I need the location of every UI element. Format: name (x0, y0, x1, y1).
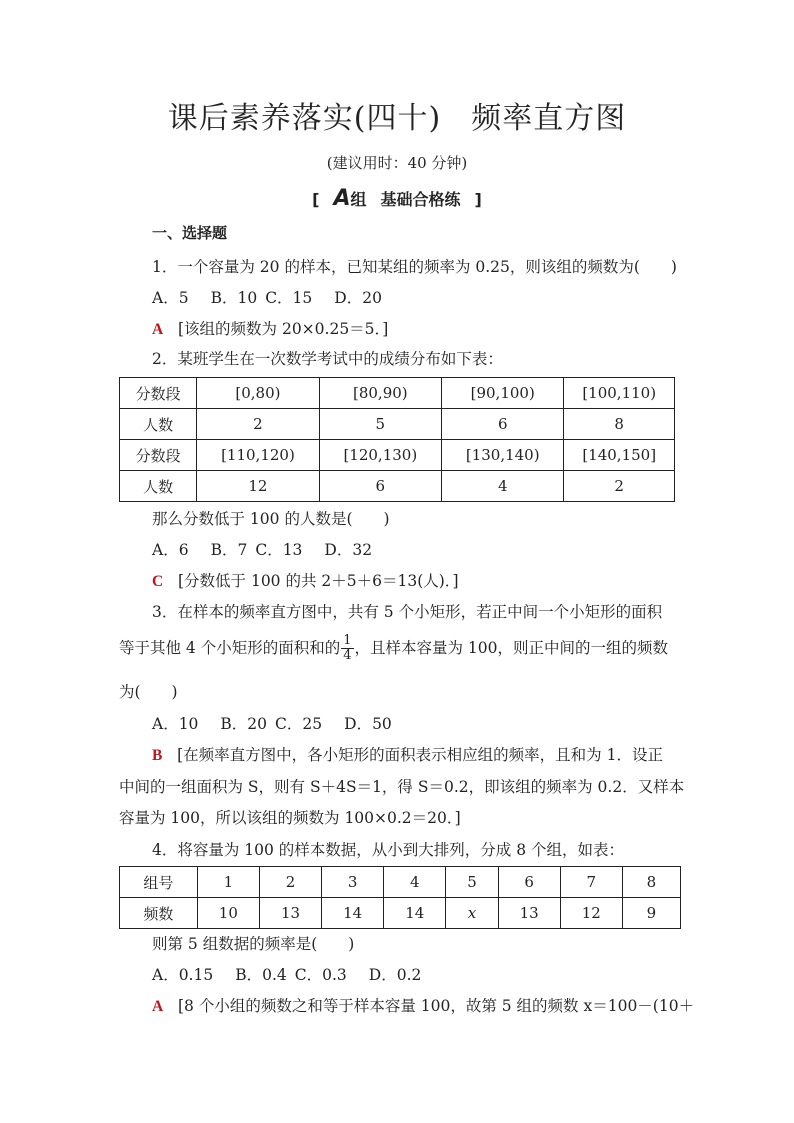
q4-table-cell: 1 (197, 867, 259, 898)
section-heading: 一、选择题 (152, 224, 228, 242)
q2-answer: C (152, 573, 164, 590)
q4-stem: 4．将容量为 100 的样本数据，从小到大排列，分成 8 个组，如表： (152, 841, 625, 859)
q2-follow: 那么分数低于 100 的人数是( ) (152, 510, 390, 528)
q3-stem-line1: 3．在样本的频率直方图中，共有 5 个小矩形，若正中间一个小矩形的面积 (152, 603, 663, 621)
q4-option-c: C．0.3 (294, 966, 347, 984)
q4-table-cell: 频数 (120, 898, 198, 929)
q4-explain: [8 个小组的频数之和等于样本容量 100，故第 5 组的频数 x＝100－(10＋ (177, 997, 695, 1015)
q4-option-d: D．0.2 (368, 966, 422, 984)
q4-table-cell: 12 (560, 898, 622, 929)
q3-frac-den: 4 (343, 648, 352, 664)
q3-answer: B (152, 747, 163, 764)
group-name: 基础合格练 (380, 190, 461, 209)
q4-table-cell: 9 (622, 898, 680, 929)
q3-option-a: A．10 (152, 715, 199, 733)
q4-options (152, 963, 443, 985)
q4-table-cell: 14 (384, 898, 446, 929)
q4-table-cell: 13 (259, 898, 321, 929)
q3-option-b: B．20 (220, 715, 268, 733)
q4-table-cell: 14 (322, 898, 384, 929)
q2-table-row (120, 409, 675, 440)
q3-solution-line3: 容量为 100，所以该组的频数为 100×0.2＝20．] (119, 809, 461, 827)
q1-explain: [该组的频数为 20×0.25＝5．] (177, 320, 389, 338)
q2-option-d: D．32 (324, 541, 373, 559)
q2-option-c: C．13 (255, 541, 303, 559)
q1-answer: A (152, 321, 164, 338)
q2-table-cell: [130,140) (442, 440, 564, 471)
group-bracket-open: [ (312, 190, 320, 209)
q4-table-cell: x (446, 898, 498, 929)
q1-options (152, 286, 404, 308)
q3-options (152, 712, 414, 734)
q4-option-a: A．0.15 (152, 966, 214, 984)
group-bracket-close: ] (474, 190, 482, 209)
q2-table-cell: [110,120) (197, 440, 319, 471)
q4-table-cell: 2 (259, 867, 321, 898)
q2-table-cell: 6 (442, 409, 564, 440)
q2-table-cell: [140,150] (564, 440, 675, 471)
q2-table-cell: [120,130) (319, 440, 441, 471)
q2-table-row (120, 378, 675, 409)
q4-follow: 则第 5 组数据的频率是( ) (152, 935, 355, 953)
q2-score-table (119, 377, 675, 502)
q2-table-cell: 12 (197, 471, 319, 502)
q2-table-cell: [90,100) (442, 378, 564, 409)
time-note: (建议用时：40 分钟) (326, 154, 468, 172)
q2-table-cell: [100,110) (564, 378, 675, 409)
q2-table-cell: [80,90) (319, 378, 441, 409)
q1-stem: 1．一个容量为 20 的样本，已知某组的频率为 0.25，则该组的频数为( ) (152, 258, 677, 276)
q4-solution (152, 994, 694, 1016)
q2-stem: 2．某班学生在一次数学考试中的成绩分布如下表： (152, 350, 503, 368)
q3-solution-line1 (152, 743, 663, 765)
q1-option-b: B．10 (210, 289, 258, 307)
q2-table-cell: 4 (442, 471, 564, 502)
q3-frac-num: 1 (343, 633, 352, 648)
q2-options (152, 538, 394, 560)
q3-fraction (341, 634, 353, 664)
q2-option-b: B．7 (210, 541, 248, 559)
group-suffix: 组 (350, 190, 367, 209)
title-sub: 频率直方图 (471, 101, 627, 136)
q2-explain: [分数低于 100 的共 2＋5＋6＝13(人)．] (177, 572, 459, 590)
q4-table-cell: 7 (560, 867, 622, 898)
page-title (0, 93, 794, 137)
q3-stem-line2 (119, 634, 668, 664)
q4-table-cell: 10 (197, 898, 259, 929)
q4-table-cell: 5 (446, 867, 498, 898)
q4-table-cell: 3 (322, 867, 384, 898)
q1-solution (152, 317, 388, 339)
q1-option-c: C．15 (265, 289, 313, 307)
title-main: 课后素养落实(四十) (167, 101, 442, 136)
q4-table-cell: 13 (498, 898, 560, 929)
q2-table-cell: [0,80) (197, 378, 319, 409)
q2-table-cell: 分数段 (120, 378, 197, 409)
q4-table-row (120, 867, 681, 898)
group-heading (0, 186, 794, 211)
q3-solution-line2: 中间的一组面积为 S，则有 S＋4S＝1，得 S＝0.2，即该组的频率为 0.2．又样本 (119, 778, 685, 796)
q2-table-cell: 5 (319, 409, 441, 440)
q1-option-a: A．5 (152, 289, 189, 307)
q4-table-cell: 8 (622, 867, 680, 898)
q2-table-cell: 8 (564, 409, 675, 440)
q4-table-cell: 6 (498, 867, 560, 898)
q3-stem-line3: 为( ) (119, 683, 178, 701)
q4-answer: A (152, 998, 164, 1015)
group-letter: A (333, 186, 351, 211)
q2-table-cell: 分数段 (120, 440, 197, 471)
q2-table-cell: 人数 (120, 409, 197, 440)
q4-table-row (120, 898, 681, 929)
q3-stem2a: 等于其他 4 个小矩形的面积和的 (119, 638, 341, 657)
q2-table-cell: 6 (319, 471, 441, 502)
q2-table-row (120, 471, 675, 502)
q2-table-cell: 2 (564, 471, 675, 502)
q4-table-cell: 4 (384, 867, 446, 898)
q2-option-a: A．6 (152, 541, 189, 559)
q2-table-cell: 2 (197, 409, 319, 440)
q3-option-c: C．25 (275, 715, 323, 733)
q4-table-cell: 组号 (120, 867, 198, 898)
q2-table-row (120, 440, 675, 471)
q4-option-b: B．0.4 (235, 966, 287, 984)
q3-stem2b: ，且样本容量为 100，则正中间的一组的频数 (354, 638, 669, 657)
q3-explain1: [在频率直方图中，各小矩形的面积表示相应组的频率，且和为 1．设正 (177, 746, 663, 764)
q2-solution (152, 569, 459, 591)
q4-frequency-table (119, 866, 681, 929)
q3-option-d: D．50 (344, 715, 392, 733)
q2-table-cell: 人数 (120, 471, 197, 502)
q1-option-d: D．20 (334, 289, 382, 307)
